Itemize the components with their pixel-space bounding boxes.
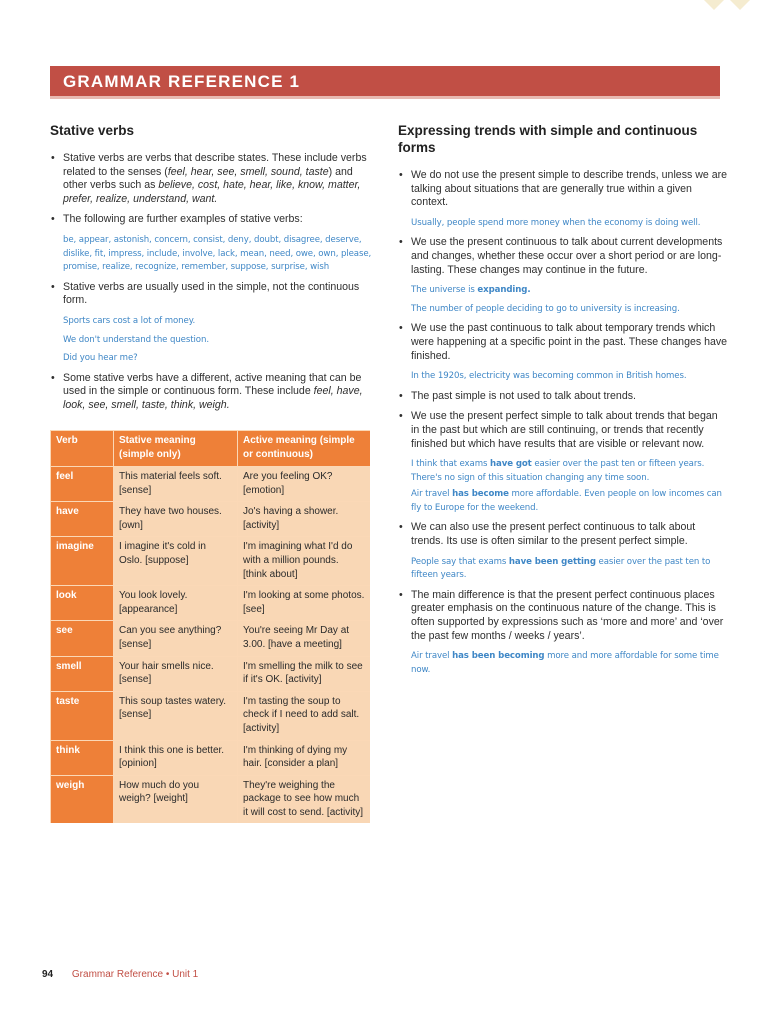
bullet-present-perfect-continuous: • We can also use the present perfect continuous to talk about trends. Its use is often similar to the present perfect simple. xyxy=(398,521,728,548)
trends-heading: Expressing trends with simple and continuous forms xyxy=(398,123,698,155)
header-verb: Verb xyxy=(51,431,114,467)
verb-cell: taste xyxy=(51,691,114,740)
bullet-past-simple: • The past simple is not used to talk about trends. xyxy=(398,390,728,404)
example-text: People say that exams xyxy=(411,556,509,567)
bullet-present-perfect-simple: • We use the present perfect simple to talk about trends that began in the past but which are still continuing, or trends that recently finished but which have results that are visible or relevant now. xyxy=(398,410,728,451)
verb-cell: weigh xyxy=(51,775,114,823)
example-sentence xyxy=(398,650,728,677)
example-sentence: There's no sign of this situation changing any time soon. xyxy=(411,472,650,483)
bullet-past-continuous: • We use the past continuous to talk about temporary trends which were happening at a specific point in the past. These changes have finished. xyxy=(398,322,728,363)
example-sentence xyxy=(398,556,728,583)
banner-title: GRAMMAR REFERENCE 1 xyxy=(63,72,301,91)
table-row xyxy=(51,621,371,656)
table-row xyxy=(51,502,371,537)
example-text: easier over the past ten to fifteen years. xyxy=(411,556,711,581)
example-highlight: expanding. xyxy=(477,285,531,296)
verb-cell: see xyxy=(51,621,114,656)
bullet-main-difference: • The main difference is that the present perfect continuous places greater emphasis on the continuous nature of the change. This is often supported by expressions such as ‘more and more’ and ‘over the past few months / weeks / years’. xyxy=(398,589,728,643)
example-sentence: Did you hear me? xyxy=(63,353,138,364)
example-sentence xyxy=(398,488,728,515)
bullet-further-examples: • The following are further examples of stative verbs: xyxy=(50,213,372,227)
header-stative: Stative meaning (simple only) xyxy=(114,431,238,467)
stative-cell: They have two houses. [own] xyxy=(114,502,238,537)
right-column xyxy=(398,122,728,683)
active-cell: Jo's having a shower. [activity] xyxy=(238,502,371,537)
table-row xyxy=(51,537,371,586)
bullet-active-meaning xyxy=(50,372,372,413)
example-highlight: have got xyxy=(489,459,532,470)
stative-cell: Can you see anything? [sense] xyxy=(114,621,238,656)
page-number: 94 xyxy=(42,969,54,980)
stative-verb-examples: be, appear, astonish, concern, consist, deny, doubt, disagree, deserve, dislike, fit, impress, include, involve, lack, mean, need, owe, own, please, promise, realize, recognize, remember, suppose, surprise, wish xyxy=(63,234,372,273)
example-highlight: has been becoming xyxy=(452,651,545,662)
table-row xyxy=(51,740,371,775)
active-cell: I'm looking at some photos. [see] xyxy=(238,586,371,621)
verb-cell: look xyxy=(51,586,114,621)
active-cell: I'm imagining what I'd do with a million pounds. [think about] xyxy=(238,537,371,586)
stative-verbs-heading: Stative verbs xyxy=(50,123,135,138)
verb-cell: feel xyxy=(51,467,114,502)
bullet-italic: feel, hear, see, smell, sound, taste xyxy=(167,165,329,178)
stative-cell: This soup tastes watery. [sense] xyxy=(114,691,238,740)
header-active: Active meaning (simple or continuous) xyxy=(238,431,371,467)
verb-cell: smell xyxy=(51,656,114,691)
example-text: more affordable. Even people on low incomes can fly to Europe for the weekend. xyxy=(411,489,722,513)
example-highlight: have been getting xyxy=(508,556,596,567)
example-sentence: Usually, people spend more money when the economy is doing well. xyxy=(411,217,701,228)
table-row xyxy=(51,586,371,621)
active-cell: I'm smelling the milk to see if it's OK. [activity] xyxy=(238,656,371,691)
bullet-text: ) and other verbs such as xyxy=(63,165,353,192)
example-sentence: Sports cars cost a lot of money. xyxy=(63,315,196,326)
example-sentence: In the 1920s, electricity was becoming common in British homes. xyxy=(411,371,687,382)
example-sentence xyxy=(398,458,728,472)
footer-label: Grammar Reference • Unit 1 xyxy=(71,969,199,980)
table-row xyxy=(51,691,371,740)
bullet-present-continuous: • We use the present continuous to talk about current developments and changes, whether these occur over a short period or are long-lasting. These changes may continue in the future. xyxy=(398,236,728,277)
bullet-stative-definition xyxy=(50,152,372,206)
active-cell: Are you feeling OK? [emotion] xyxy=(238,467,371,502)
active-cell: You're seeing Mr Day at 3.00. [have a meeting] xyxy=(238,621,371,656)
bullet-simple-form: • Stative verbs are usually used in the simple, not the continuous form. xyxy=(50,281,372,308)
stative-cell: I think this one is better. [opinion] xyxy=(114,740,238,775)
verb-cell: imagine xyxy=(51,537,114,586)
bullet-italic: feel, have, look, see, smell, taste, think, weigh. xyxy=(63,385,363,411)
stative-cell: This material feels soft. [sense] xyxy=(114,467,238,502)
section-banner xyxy=(50,66,720,99)
active-cell: They're weighing the package to see how much it will cost to send. [activity] xyxy=(238,775,371,823)
verb-cell: have xyxy=(51,502,114,537)
active-cell: I'm tasting the soup to check if I need to add salt. [activity] xyxy=(238,691,371,740)
stative-cell: You look lovely. [appearance] xyxy=(114,586,238,621)
active-cell: I'm thinking of dying my hair. [consider a plan] xyxy=(238,740,371,775)
stative-cell: How much do you weigh? [weight] xyxy=(114,775,238,823)
page-footer xyxy=(42,969,198,980)
example-text: more and more affordable for some time now. xyxy=(411,651,719,675)
example-text: Air travel xyxy=(411,651,453,662)
table-header-row xyxy=(51,431,371,467)
table-row xyxy=(51,467,371,502)
example-sentence xyxy=(398,284,728,298)
verb-cell: think xyxy=(51,740,114,775)
bullet-text: Stative verbs are verbs that describe states. These include verbs related to the senses ( xyxy=(63,152,367,178)
example-text: The universe is xyxy=(411,285,478,296)
bullet-italic: believe, cost, hate, hear, like, know, matter, prefer, realize, understand, want. xyxy=(63,179,361,205)
stative-verbs-table xyxy=(50,430,370,823)
example-text: I think that exams xyxy=(411,459,490,470)
bullet-present-simple: • We do not use the present simple to describe trends, unless we are talking about situations that are generally true within a given context. xyxy=(398,169,728,210)
stative-cell: Your hair smells nice. [sense] xyxy=(114,656,238,691)
stative-cell: I imagine it's cold in Oslo. [suppose] xyxy=(114,537,238,586)
bullet-text: Some stative verbs have a different, active meaning that can be used in the simple or continuous form. These include xyxy=(63,371,362,398)
table-row xyxy=(51,656,371,691)
left-column xyxy=(50,122,372,420)
example-text: easier over the past ten or fifteen years. xyxy=(531,459,705,470)
example-text: Air travel xyxy=(411,489,453,500)
example-sentence: We don't understand the question. xyxy=(63,334,209,345)
example-highlight: has become xyxy=(452,489,509,500)
example-sentence: The number of people deciding to go to university is increasing. xyxy=(411,303,680,314)
table-row xyxy=(51,775,371,823)
corner-decoration xyxy=(704,0,750,10)
